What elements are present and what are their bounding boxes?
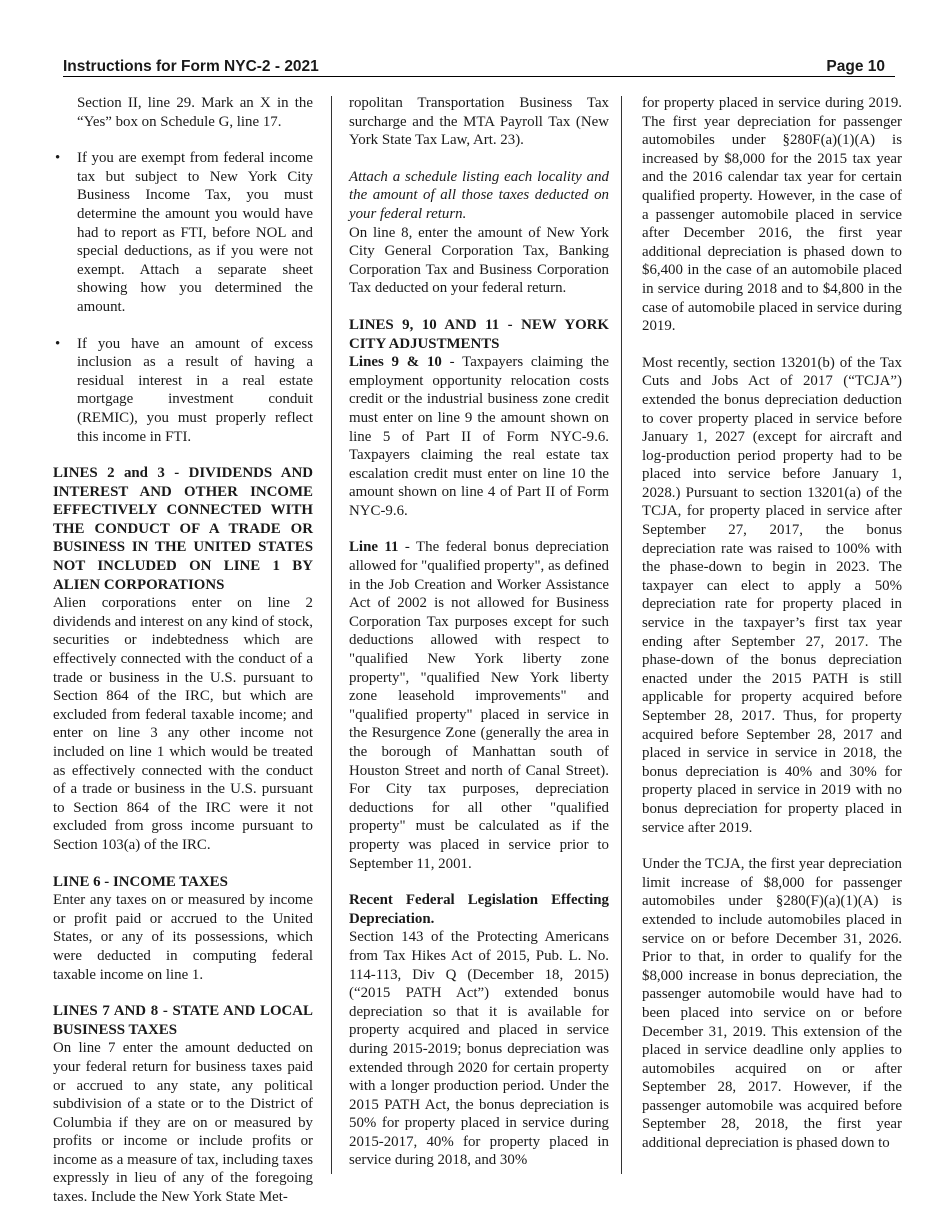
continued-paragraph: for property placed in service during 2019. The first year depreciation for passenger automobiles under §280F(a)(1)(A) is increased by $8,000 for the 2015 tax year and the 2016 calendar tax year for certain qualified property. However, in the case of a passenger automobile placed in service after December 2016, the first year additional depreciation is phased down to $6,400 in the case of an automobile placed in service during 2018 and to $4,800 in the case of automobile placed in service during 2019. [642, 95, 902, 335]
column-left [53, 94, 313, 1207]
page-header [63, 56, 895, 77]
page-number: Page 10 [826, 58, 885, 75]
paragraph-line-11 [349, 538, 609, 873]
section-heading-lines-9-11: LINES 9, 10 AND 11 - NEW YORK CITY ADJUSTMENTS [349, 316, 609, 352]
column-middle [349, 94, 609, 1170]
continued-paragraph: ropolitan Transportation Business Tax surcharge and the MTA Payroll Tax (New York State Tax Law, Art. 23). [349, 95, 609, 149]
paragraph-recent-legislation: Section 143 of the Protecting Americans from Tax Hikes Act of 2015, Pub. L. No. 114-113, Div Q (December 18, 2015) (“2015 PATH Act”) extended bonus depreciation so that it is available for property acquired and placed in service during 2015-2019; bonus depreciation was extended through 2020 for certain property with a longer production period. Under the 2015 PATH Act, the bonus depreciation is 50% for property placed in service during 2015-2017, 40% for property placed in service during 2018, and 30% [349, 929, 609, 1169]
paragraph-line-6: Enter any taxes on or measured by income or profit paid or accrued to the United States, or any of its possessions, which were deducted in computing federal taxable income on line 1. [53, 892, 313, 983]
list-item [53, 335, 313, 447]
section-heading-line-6: LINE 6 - INCOME TAXES [53, 873, 228, 890]
list-item [53, 149, 313, 316]
column-divider-right [621, 96, 622, 1174]
inline-label: Lines 9 & 10 [349, 354, 442, 371]
paragraph-text: - Taxpayers claiming the employment opportunity relocation costs credit or the industrial business zone credit must enter on line 9 the amount shown on line 5 of Part II of Form NYC-9.6. Taxpayers claiming the real estate tax escalation credit must enter on line 10 the amount shown on line 4 of Part II of Form NYC-9.6. [349, 354, 609, 519]
column-right [642, 94, 902, 1153]
paragraph-tcja: Most recently, section 13201(b) of the Tax Cuts and Jobs Act of 2017 (“TCJA”) extended the bonus depreciation deduction to cover property placed in service before January 1, 2027 (except for aircraft and log-production period property had to be placed into service before January 1, 2028.) Pursuant to section 13201(a) of the TCJA, for property placed in service after September 27, 2017, the bonus depreciation rate was raised to 100% with the phase-down to begin in 2023. The taxpayer can elect to apply a 50% depreciation rate for property placed in service in the taxpayer’s first tax year ending after September 27, 2017. The phase-down of the bonus depreciation enacted under the 2015 PATH is still applicable for property acquired before September 28, 2017. Thus, for property acquired before September 28, 2017 and placed in service in service in 2018, the bonus depreciation is 40% and 30% for property placed in service in 2019 with no bonus depreciation for property placed in service after 2019. [642, 354, 902, 836]
paragraph-lines-7-8: On line 7 enter the amount deducted on your federal return for business taxes paid or accrued to any state, any political subdivision of a state or to the District of Columbia if they are on or measured by profits or income or include profits or income as a measure of tax, including taxes expressly in lieu of any of the foregoing taxes. Include the New York State Met- [53, 1040, 313, 1206]
inline-label: Line 11 [349, 539, 399, 556]
bullet-icon: • [55, 335, 61, 352]
italic-instruction: Attach a schedule listing each locality and the amount of all those taxes deducted on your federal return. [349, 168, 609, 222]
paragraph-line-8: On line 8, enter the amount of New York City General Corporation Tax, Banking Corporation Tax and Business Corporation Tax deducted on your federal return. [349, 224, 609, 297]
paragraph-lines-2-3: Alien corporations enter on line 2 dividends and interest on any kind of stock, securities or indebtedness which are effectively connected with the conduct of a trade or business in the U.S. pursuant to Section 864 of the IRC, but which are excluded from federal taxable income; and enter on line 3 any other income not included on line 1 which would be treated as effectively connected with the conduct of a trade or business in the U.S. pursuant to Section 864 of the IRC were it not excluded from gross income pursuant to Section 103(a) of the IRC. [53, 595, 313, 853]
list-item-text: If you have an amount of excess inclusion as a result of having a residual interest in a real estate mortgage investment conduit (REMIC), you must properly reflect this income in FTI. [77, 335, 313, 445]
continued-paragraph: Section II, line 29. Mark an X in the “Yes” box on Schedule G, line 17. [77, 95, 313, 130]
paragraph-tcja-automobiles: Under the TCJA, the first year depreciation limit increase of $8,000 for passenger automobiles under §280(F)(a)(1)(A) is extended to include automobiles placed in service on or before December 31, 2026. Prior to that, in order to qualify for the $8,000 increase in bonus depreciation, the passenger automobile would have had to been placed into service on or before December 31, 2019. This extension of the placed in service deadline only applies to automobiles acquired on or after September 28, 2017. However, if the passenger automobile was acquired before September 28, 2018, the first year additional depreciation is phased down to [642, 856, 902, 1152]
paragraph-lines-9-10 [349, 353, 609, 520]
paragraph-text: - The federal bonus depreciation allowed for "qualified property", as defined in the Job Creation and Worker Assistance Act of 2002 is not allowed for Business Corporation Tax purposes except for such deductions allowed with respect to "qualified New York liberty zone property", "qualified New York liberty zone leasehold improvements" and "qualified property" placed in service in the Resurgence Zone (generally the area in the borough of Manhattan south of Houston Street and north of Canal Street). For City tax purposes, depreciation deductions for all other "qualified property" must be calculated as if the property was placed in service prior to September 11, 2001. [349, 539, 609, 872]
section-heading-lines-7-8: LINES 7 AND 8 - STATE AND LOCAL BUSINESS TAXES [53, 1003, 313, 1038]
column-divider-left [331, 96, 332, 1174]
document-title: Instructions for Form NYC-2 - 2021 [63, 58, 319, 75]
section-heading-lines-2-3: LINES 2 and 3 - DIVIDENDS AND INTEREST AND OTHER INCOME EFFECTIVELY CONNECTED WITH THE CONDUCT OF A TRADE OR BUSINESS IN THE UNITED STATES NOT INCLUDED ON LINE 1 BY ALIEN CORPORATIONS [53, 465, 313, 593]
list-item-text: If you are exempt from federal income tax but subject to New York City Business Income Tax, you must determine the amount you would have had to report as FTI, before NOL and special deductions, as if you were not exempt. Attach a separate sheet showing how you determined the amount. [77, 150, 313, 315]
bullet-icon: • [55, 150, 61, 167]
section-heading-recent-legislation: Recent Federal Legislation Effecting Depreciation. [349, 892, 609, 927]
